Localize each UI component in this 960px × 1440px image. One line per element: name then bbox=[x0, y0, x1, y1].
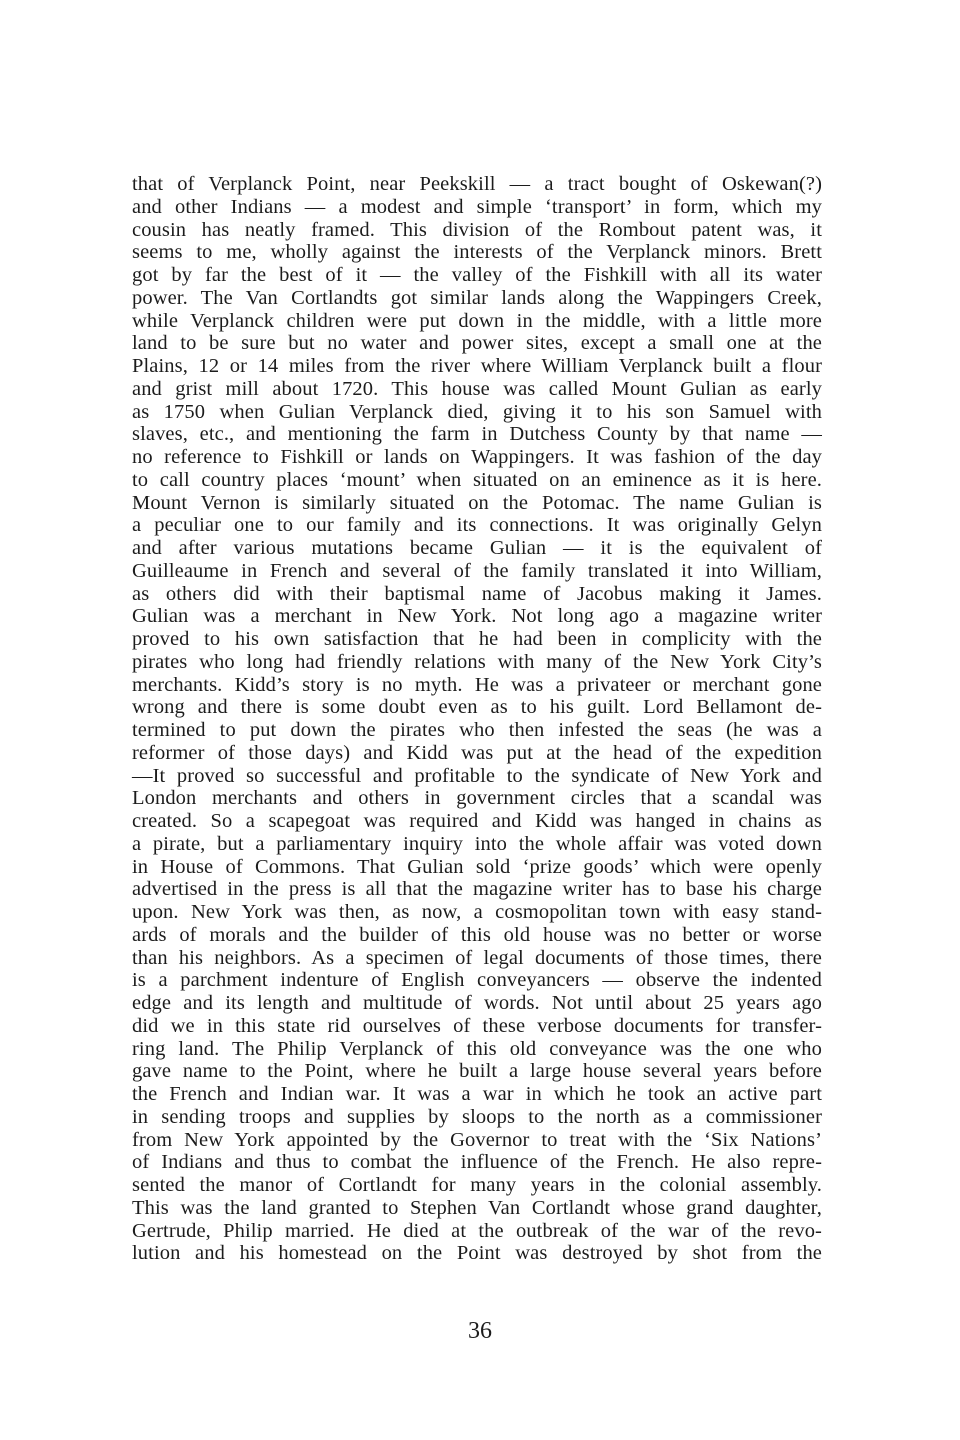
text-line: This was the land granted to Stephen Van Cortlandt whose grand daughter, bbox=[132, 1196, 822, 1219]
text-line: ring land. The Philip Verplanck of this old conveyance was the one who bbox=[132, 1037, 822, 1060]
text-line: as 1750 when Gulian Verplanck died, giving it to his son Samuel with bbox=[132, 400, 822, 423]
text-line: Gertrude, Philip married. He died at the outbreak of the war of the revo- bbox=[132, 1219, 822, 1242]
text-line: than his neighbors. As a specimen of legal documents of those times, there bbox=[132, 946, 822, 969]
text-line: wrong and there is some doubt even as to his guilt. Lord Bellamont de- bbox=[132, 696, 822, 719]
text-line: a peculiar one to our family and its connections. It was originally Gelyn bbox=[132, 514, 822, 537]
text-line: the French and Indian war. It was a war in which he took an active part bbox=[132, 1083, 822, 1105]
text-line: from New York appointed by the Governor to treat with the ‘Six Nations’ bbox=[132, 1128, 822, 1151]
text-line: and other Indians — a modest and simple ‘transport’ in form, which my bbox=[132, 195, 822, 218]
text-line: in sending troops and supplies by sloops to the north as a commissioner bbox=[132, 1105, 822, 1128]
text-line: created. So a scapegoat was required and Kidd was hanged in chains as bbox=[132, 810, 822, 832]
text-line: did we in this state rid ourselves of these verbose documents for transfer- bbox=[132, 1014, 822, 1037]
body-text bbox=[132, 173, 822, 1265]
text-line: London merchants and others in government circles that a scandal was bbox=[132, 787, 822, 810]
text-line: and grist mill about 1720. This house was called Mount Gulian as early bbox=[132, 377, 822, 400]
text-line: while Verplanck children were put down in the middle, with a little more bbox=[132, 309, 822, 332]
text-line: gave name to the Point, where he built a large house several years before bbox=[132, 1060, 822, 1083]
text-line: Mount Vernon is similarly situated on the Potomac. The name Gulian is bbox=[132, 491, 822, 514]
text-line: and after various mutations became Gulian — it is the equivalent of bbox=[132, 537, 822, 559]
text-line: Guilleaume in French and several of the family translated it into William, bbox=[132, 559, 822, 582]
text-line: advertised in the press is all that the magazine writer has to base his charge bbox=[132, 878, 822, 901]
text-line: sented the manor of Cortlandt for many years in the colonial assembly. bbox=[132, 1174, 822, 1196]
text-line: edge and its length and multitude of words. Not until about 25 years ago bbox=[132, 992, 822, 1014]
text-line: land to be sure but no water and power sites, except a small one at the bbox=[132, 332, 822, 355]
text-line: of Indians and thus to combat the influence of the French. He also repre- bbox=[132, 1151, 822, 1174]
text-line: pirates who long had friendly relations with many of the New York City’s bbox=[132, 650, 822, 673]
text-line: Plains, 12 or 14 miles from the river where William Verplanck built a flour bbox=[132, 355, 822, 377]
text-line: in House of Commons. That Gulian sold ‘prize goods’ which were openly bbox=[132, 855, 822, 878]
text-line: upon. New York was then, as now, a cosmopolitan town with easy stand- bbox=[132, 901, 822, 923]
text-line: is a parchment indenture of English conveyancers — observe the indented bbox=[132, 969, 822, 992]
text-line: power. The Van Cortlandts got similar lands along the Wappingers Creek, bbox=[132, 286, 822, 309]
page-number: 36 bbox=[468, 1318, 492, 1344]
text-line: ards of morals and the builder of this old house was no better or worse bbox=[132, 923, 822, 946]
text-line: proved to his own satisfaction that he had been in complicity with the bbox=[132, 628, 822, 650]
text-line: slaves, etc., and mentioning the farm in Dutchess County by that name — bbox=[132, 423, 822, 446]
text-line: got by far the best of it — the valley of the Fishkill with all its water bbox=[132, 264, 822, 286]
text-line: no reference to Fishkill or lands on Wappingers. It was fashion of the day bbox=[132, 446, 822, 468]
text-line: Gulian was a merchant in New York. Not long ago a magazine writer bbox=[132, 605, 822, 628]
text-line: reformer of those days) and Kidd was put at the head of the expedition bbox=[132, 741, 822, 764]
text-line: to call country places ‘mount’ when situated on an eminence as it is here. bbox=[132, 468, 822, 491]
text-line: as others did with their baptismal name of Jacobus making it James. bbox=[132, 582, 822, 605]
text-line: merchants. Kidd’s story is no myth. He was a privateer or merchant gone bbox=[132, 673, 822, 696]
text-line: a pirate, but a parliamentary inquiry into the whole affair was voted down bbox=[132, 832, 822, 855]
text-line: termined to put down the pirates who then infested the seas (he was a bbox=[132, 719, 822, 741]
text-line: —It proved so successful and profitable to the syndicate of New York and bbox=[132, 764, 822, 787]
text-line: lution and his homestead on the Point was destroyed by shot from the bbox=[132, 1242, 822, 1265]
text-line: cousin has neatly framed. This division of the Rombout patent was, it bbox=[132, 218, 822, 241]
text-line: that of Verplanck Point, near Peekskill — a tract bought of Oskewan(?) bbox=[132, 173, 822, 195]
text-line: seems to me, wholly against the interests of the Verplanck minors. Brett bbox=[132, 241, 822, 264]
